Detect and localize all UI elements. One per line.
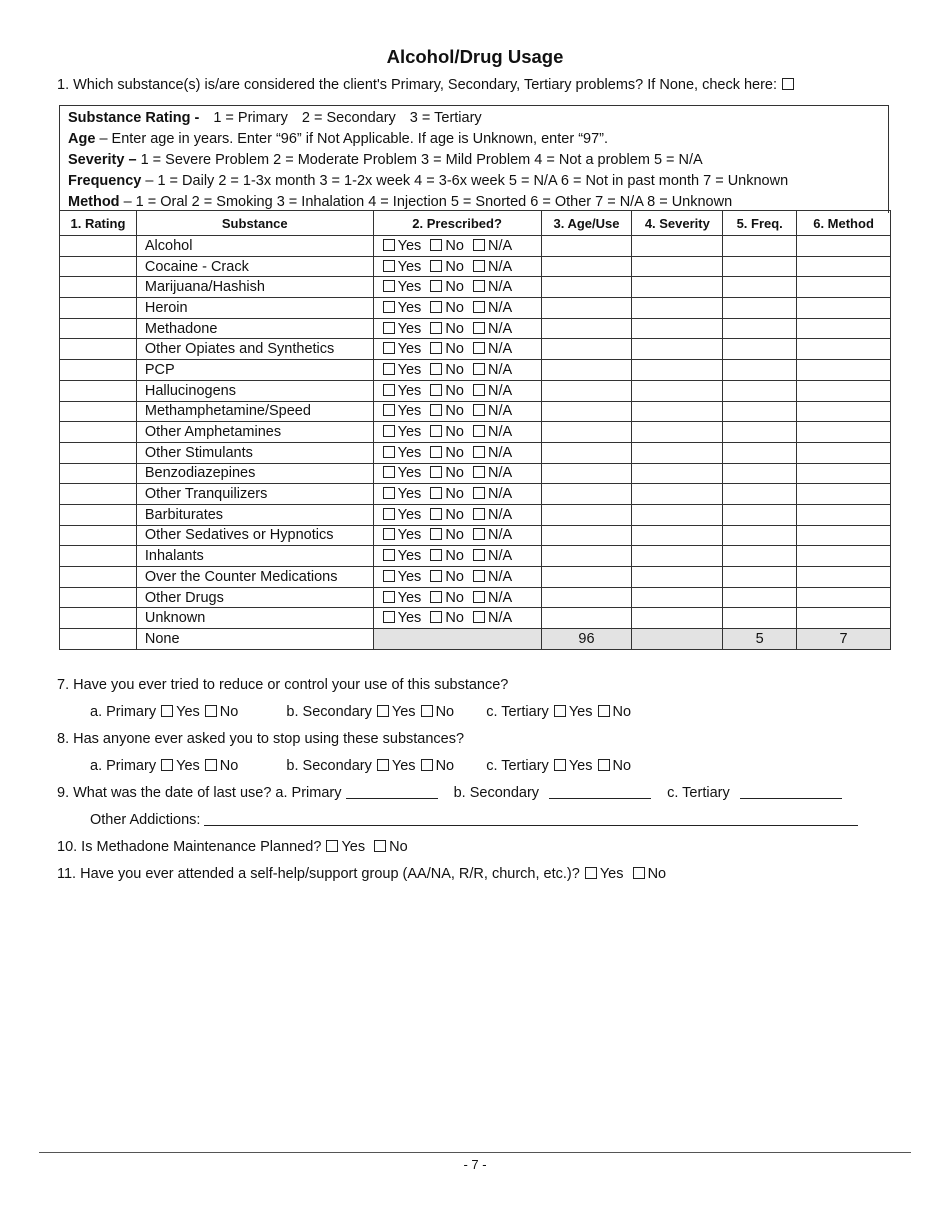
prescribed-na-checkbox[interactable] [473, 570, 485, 582]
prescribed-no-checkbox[interactable] [430, 301, 442, 313]
q11-no-checkbox[interactable] [633, 867, 645, 879]
table-row [60, 525, 891, 546]
prescribed-no-checkbox[interactable] [430, 611, 442, 623]
tertiary-date-field[interactable] [740, 798, 842, 799]
prescribed-cell: Yes No N/A [373, 360, 541, 381]
prescribed-no-checkbox[interactable] [430, 322, 442, 334]
rating-cell[interactable] [60, 318, 137, 339]
q7-tertiary-yes-checkbox[interactable] [554, 705, 566, 717]
prescribed-cell: Yes No N/A [373, 442, 541, 463]
prescribed-na-checkbox[interactable] [473, 363, 485, 375]
severity-cell[interactable] [632, 567, 723, 588]
age-cell[interactable] [541, 484, 632, 505]
severity-cell[interactable] [632, 380, 723, 401]
prescribed-yes-checkbox[interactable] [383, 260, 395, 272]
prescribed-no-checkbox[interactable] [430, 549, 442, 561]
prescribed-na-checkbox[interactable] [473, 549, 485, 561]
age-cell[interactable] [541, 546, 632, 567]
primary-date-field[interactable] [346, 798, 438, 799]
substance-name: Marijuana/Hashish [136, 277, 373, 298]
question-7-choices: a. Primary Yes No b. Secondary Yes No c. Tertiary Yes No [90, 704, 632, 720]
prescribed-no-checkbox[interactable] [430, 425, 442, 437]
table-row [60, 463, 891, 484]
severity-cell[interactable] [632, 360, 723, 381]
age-cell[interactable] [541, 587, 632, 608]
freq-cell[interactable] [723, 298, 797, 319]
header-substance: Substance [136, 211, 373, 236]
method-cell: 7 [797, 629, 891, 650]
method-cell[interactable] [797, 401, 891, 422]
substance-name: Hallucinogens [136, 380, 373, 401]
table-row [60, 442, 891, 463]
prescribed-no-checkbox[interactable] [430, 342, 442, 354]
question-1 [57, 77, 797, 93]
age-cell[interactable] [541, 401, 632, 422]
q11-yes-checkbox[interactable] [585, 867, 597, 879]
rating-cell[interactable] [60, 339, 137, 360]
method-cell[interactable] [797, 463, 891, 484]
severity-cell[interactable] [632, 608, 723, 629]
freq-cell[interactable] [723, 422, 797, 443]
substance-name: Other Drugs [136, 587, 373, 608]
age-cell[interactable] [541, 339, 632, 360]
freq-cell[interactable] [723, 546, 797, 567]
method-cell[interactable] [797, 587, 891, 608]
age-cell[interactable] [541, 567, 632, 588]
severity-cell[interactable] [632, 463, 723, 484]
rating-cell[interactable] [60, 504, 137, 525]
q7-primary-yes-checkbox[interactable] [161, 705, 173, 717]
table-row [60, 380, 891, 401]
rating-cell[interactable] [60, 422, 137, 443]
freq-cell: 5 [723, 629, 797, 650]
legend-box [59, 105, 889, 213]
prescribed-no-checkbox[interactable] [430, 363, 442, 375]
method-cell[interactable] [797, 504, 891, 525]
age-cell[interactable] [541, 236, 632, 257]
table-row [60, 484, 891, 505]
method-cell[interactable] [797, 298, 891, 319]
header-rating: 1. Rating [60, 211, 137, 236]
substance-name: Other Amphetamines [136, 422, 373, 443]
age-cell[interactable] [541, 504, 632, 525]
question-7: 7. Have you ever tried to reduce or control your use of this substance? [57, 677, 509, 693]
freq-cell[interactable] [723, 587, 797, 608]
prescribed-yes-checkbox[interactable] [383, 549, 395, 561]
rating-cell[interactable] [60, 587, 137, 608]
prescribed-no-checkbox[interactable] [430, 280, 442, 292]
table-row [60, 401, 891, 422]
severity-cell[interactable] [632, 298, 723, 319]
legend-frequency: Frequency – 1 = Daily 2 = 1-3x month 3 = 1-2x week 4 = 3-6x week 5 = N/A 6 = Not in past month 7 = Unknown [68, 173, 789, 189]
q8-tertiary-no-checkbox[interactable] [598, 759, 610, 771]
age-cell[interactable] [541, 608, 632, 629]
rating-cell[interactable] [60, 567, 137, 588]
prescribed-cell: Yes No N/A [373, 567, 541, 588]
method-cell[interactable] [797, 236, 891, 257]
substance-name: Alcohol [136, 236, 373, 257]
prescribed-yes-checkbox[interactable] [383, 508, 395, 520]
prescribed-yes-checkbox[interactable] [383, 611, 395, 623]
legend-severity: Severity – 1 = Severe Problem 2 = Moderate Problem 3 = Mild Problem 4 = Not a problem 5 = N/A [68, 152, 703, 168]
secondary-date-field[interactable] [549, 798, 651, 799]
rating-cell[interactable] [60, 546, 137, 567]
table-row [60, 360, 891, 381]
freq-cell[interactable] [723, 236, 797, 257]
severity-cell-shaded [632, 629, 723, 650]
question-1-text: 1. Which substance(s) is/are considered the client's Primary, Secondary, Tertiary problems? If None, check here: [57, 77, 778, 93]
severity-cell[interactable] [632, 422, 723, 443]
q8-secondary-no-checkbox[interactable] [421, 759, 433, 771]
age-cell[interactable] [541, 442, 632, 463]
prescribed-cell: Yes No N/A [373, 318, 541, 339]
prescribed-cell: Yes No N/A [373, 277, 541, 298]
prescribed-no-checkbox[interactable] [430, 570, 442, 582]
substance-name: Methadone [136, 318, 373, 339]
prescribed-na-checkbox[interactable] [473, 239, 485, 251]
table-row [60, 587, 891, 608]
table-row [60, 608, 891, 629]
prescribed-yes-checkbox[interactable] [383, 280, 395, 292]
age-cell: 96 [541, 629, 632, 650]
table-row [60, 339, 891, 360]
freq-cell[interactable] [723, 567, 797, 588]
prescribed-na-checkbox[interactable] [473, 446, 485, 458]
method-cell[interactable] [797, 525, 891, 546]
legend-method: Method – 1 = Oral 2 = Smoking 3 = Inhalation 4 = Injection 5 = Snorted 6 = Other 7 = N/A 8 = Unknown [68, 194, 733, 210]
method-cell[interactable] [797, 256, 891, 277]
q8-primary-no-checkbox[interactable] [205, 759, 217, 771]
freq-cell[interactable] [723, 442, 797, 463]
table-row [60, 318, 891, 339]
q8-primary-yes-checkbox[interactable] [161, 759, 173, 771]
substance-name: Methamphetamine/Speed [136, 401, 373, 422]
method-cell[interactable] [797, 442, 891, 463]
substance-name: Other Stimulants [136, 442, 373, 463]
prescribed-na-checkbox[interactable] [473, 322, 485, 334]
prescribed-cell: Yes No N/A [373, 422, 541, 443]
legend-age: Age – Enter age in years. Enter “96” if Not Applicable. If age is Unknown, enter “97”. [68, 131, 609, 147]
severity-cell[interactable] [632, 339, 723, 360]
severity-cell[interactable] [632, 401, 723, 422]
prescribed-yes-checkbox[interactable] [383, 363, 395, 375]
q8-tertiary-yes-checkbox[interactable] [554, 759, 566, 771]
severity-cell[interactable] [632, 277, 723, 298]
method-cell[interactable] [797, 422, 891, 443]
prescribed-na-checkbox[interactable] [473, 342, 485, 354]
method-cell[interactable] [797, 360, 891, 381]
question-11: 11. Have you ever attended a self-help/support group (AA/NA, R/R, church, etc.)? Yes No [57, 866, 667, 882]
table-row [60, 504, 891, 525]
question-8-choices: a. Primary Yes No b. Secondary Yes No c. Tertiary Yes No [90, 758, 632, 774]
freq-cell[interactable] [723, 339, 797, 360]
prescribed-no-checkbox[interactable] [430, 260, 442, 272]
rating-cell[interactable] [60, 484, 137, 505]
age-cell[interactable] [541, 360, 632, 381]
age-cell[interactable] [541, 422, 632, 443]
table-row-none [60, 629, 891, 650]
prescribed-na-checkbox[interactable] [473, 611, 485, 623]
substance-name: None [136, 629, 373, 650]
substance-name: Other Tranquilizers [136, 484, 373, 505]
prescribed-yes-checkbox[interactable] [383, 404, 395, 416]
severity-cell[interactable] [632, 587, 723, 608]
table-row [60, 236, 891, 257]
freq-cell[interactable] [723, 360, 797, 381]
prescribed-yes-checkbox[interactable] [383, 466, 395, 478]
prescribed-yes-checkbox[interactable] [383, 239, 395, 251]
severity-cell[interactable] [632, 236, 723, 257]
page-title: Alcohol/Drug Usage [386, 46, 564, 67]
page-number: - 7 - [463, 1157, 487, 1172]
method-cell[interactable] [797, 608, 891, 629]
rating-cell[interactable] [60, 525, 137, 546]
rating-cell[interactable] [60, 380, 137, 401]
prescribed-cell: Yes No N/A [373, 484, 541, 505]
freq-cell[interactable] [723, 380, 797, 401]
severity-cell[interactable] [632, 256, 723, 277]
rating-cell[interactable] [60, 629, 137, 650]
q7-secondary-yes-checkbox[interactable] [377, 705, 389, 717]
prescribed-cell: Yes No N/A [373, 504, 541, 525]
other-addictions: Other Addictions: [90, 812, 858, 828]
prescribed-yes-checkbox[interactable] [383, 487, 395, 499]
prescribed-yes-checkbox[interactable] [383, 528, 395, 540]
legend-rating: Substance Rating - 1 = Primary 2 = Secondary 3 = Tertiary [68, 110, 482, 126]
prescribed-na-checkbox[interactable] [473, 508, 485, 520]
prescribed-cell: Yes No N/A [373, 236, 541, 257]
prescribed-na-checkbox[interactable] [473, 301, 485, 313]
prescribed-cell: Yes No N/A [373, 525, 541, 546]
prescribed-yes-checkbox[interactable] [383, 591, 395, 603]
question-9: 9. What was the date of last use? a. Primary b. Secondary c. Tertiary [57, 785, 842, 801]
method-cell[interactable] [797, 567, 891, 588]
header-severity: 4. Severity [632, 211, 723, 236]
header-age-use: 3. Age/Use [541, 211, 632, 236]
prescribed-no-checkbox[interactable] [430, 466, 442, 478]
prescribed-cell: Yes No N/A [373, 380, 541, 401]
table-row [60, 256, 891, 277]
freq-cell[interactable] [723, 401, 797, 422]
freq-cell[interactable] [723, 318, 797, 339]
prescribed-na-checkbox[interactable] [473, 591, 485, 603]
rating-cell[interactable] [60, 360, 137, 381]
prescribed-no-checkbox[interactable] [430, 508, 442, 520]
prescribed-cell: Yes No N/A [373, 587, 541, 608]
freq-cell[interactable] [723, 504, 797, 525]
method-cell[interactable] [797, 546, 891, 567]
age-cell[interactable] [541, 277, 632, 298]
age-cell[interactable] [541, 380, 632, 401]
table-row [60, 277, 891, 298]
prescribed-no-checkbox[interactable] [430, 404, 442, 416]
age-cell[interactable] [541, 525, 632, 546]
prescribed-cell: Yes No N/A [373, 401, 541, 422]
rating-cell[interactable] [60, 277, 137, 298]
table-header-row [60, 211, 891, 236]
prescribed-na-checkbox[interactable] [473, 425, 485, 437]
prescribed-na-checkbox[interactable] [473, 404, 485, 416]
q7-secondary-no-checkbox[interactable] [421, 705, 433, 717]
prescribed-no-checkbox[interactable] [430, 384, 442, 396]
header-prescribed: 2. Prescribed? [373, 211, 541, 236]
severity-cell[interactable] [632, 318, 723, 339]
freq-cell[interactable] [723, 484, 797, 505]
method-cell[interactable] [797, 484, 891, 505]
prescribed-no-checkbox[interactable] [430, 591, 442, 603]
rating-cell[interactable] [60, 256, 137, 277]
other-addictions-field[interactable] [204, 825, 858, 826]
prescribed-na-checkbox[interactable] [473, 280, 485, 292]
prescribed-no-checkbox[interactable] [430, 239, 442, 251]
age-cell[interactable] [541, 298, 632, 319]
table-row [60, 567, 891, 588]
header-frequency: 5. Freq. [723, 211, 797, 236]
rating-cell[interactable] [60, 442, 137, 463]
prescribed-yes-checkbox[interactable] [383, 446, 395, 458]
prescribed-cell-shaded [373, 629, 541, 650]
severity-cell[interactable] [632, 484, 723, 505]
q10-no-checkbox[interactable] [374, 840, 386, 852]
substance-name: Inhalants [136, 546, 373, 567]
prescribed-cell: Yes No N/A [373, 546, 541, 567]
substance-name: Unknown [136, 608, 373, 629]
table-row [60, 298, 891, 319]
q7-primary-no-checkbox[interactable] [205, 705, 217, 717]
age-cell[interactable] [541, 256, 632, 277]
substance-name: Over the Counter Medications [136, 567, 373, 588]
substance-name: Benzodiazepines [136, 463, 373, 484]
prescribed-no-checkbox[interactable] [430, 446, 442, 458]
method-cell[interactable] [797, 339, 891, 360]
rating-cell[interactable] [60, 608, 137, 629]
prescribed-na-checkbox[interactable] [473, 528, 485, 540]
question-10: 10. Is Methadone Maintenance Planned? Yes No [57, 839, 408, 855]
freq-cell[interactable] [723, 525, 797, 546]
substance-name: Barbiturates [136, 504, 373, 525]
prescribed-yes-checkbox[interactable] [383, 570, 395, 582]
method-cell[interactable] [797, 318, 891, 339]
freq-cell[interactable] [723, 463, 797, 484]
prescribed-na-checkbox[interactable] [473, 260, 485, 272]
table-row [60, 422, 891, 443]
prescribed-na-checkbox[interactable] [473, 466, 485, 478]
age-cell[interactable] [541, 318, 632, 339]
severity-cell[interactable] [632, 546, 723, 567]
substance-table [59, 210, 891, 650]
age-cell[interactable] [541, 463, 632, 484]
rating-cell[interactable] [60, 298, 137, 319]
prescribed-yes-checkbox[interactable] [383, 342, 395, 354]
prescribed-no-checkbox[interactable] [430, 528, 442, 540]
severity-cell[interactable] [632, 442, 723, 463]
substance-name: Other Sedatives or Hypnotics [136, 525, 373, 546]
q10-yes-checkbox[interactable] [326, 840, 338, 852]
substance-name: Other Opiates and Synthetics [136, 339, 373, 360]
prescribed-cell: Yes No N/A [373, 608, 541, 629]
method-cell[interactable] [797, 277, 891, 298]
severity-cell[interactable] [632, 504, 723, 525]
q8-secondary-yes-checkbox[interactable] [377, 759, 389, 771]
prescribed-yes-checkbox[interactable] [383, 301, 395, 313]
none-checkbox[interactable] [782, 78, 794, 90]
prescribed-cell: Yes No N/A [373, 339, 541, 360]
severity-cell[interactable] [632, 525, 723, 546]
prescribed-cell: Yes No N/A [373, 463, 541, 484]
question-8: 8. Has anyone ever asked you to stop using these substances? [57, 731, 465, 747]
freq-cell[interactable] [723, 256, 797, 277]
rating-cell[interactable] [60, 401, 137, 422]
footer-divider [39, 1152, 911, 1153]
q7-tertiary-no-checkbox[interactable] [598, 705, 610, 717]
table-row [60, 546, 891, 567]
prescribed-cell: Yes No N/A [373, 256, 541, 277]
prescribed-cell: Yes No N/A [373, 298, 541, 319]
substance-name: PCP [136, 360, 373, 381]
prescribed-na-checkbox[interactable] [473, 384, 485, 396]
method-cell[interactable] [797, 380, 891, 401]
substance-name: Heroin [136, 298, 373, 319]
freq-cell[interactable] [723, 277, 797, 298]
prescribed-no-checkbox[interactable] [430, 487, 442, 499]
header-method: 6. Method [797, 211, 891, 236]
rating-cell[interactable] [60, 236, 137, 257]
rating-cell[interactable] [60, 463, 137, 484]
prescribed-na-checkbox[interactable] [473, 487, 485, 499]
prescribed-yes-checkbox[interactable] [383, 425, 395, 437]
prescribed-yes-checkbox[interactable] [383, 322, 395, 334]
substance-name: Cocaine - Crack [136, 256, 373, 277]
freq-cell[interactable] [723, 608, 797, 629]
prescribed-yes-checkbox[interactable] [383, 384, 395, 396]
